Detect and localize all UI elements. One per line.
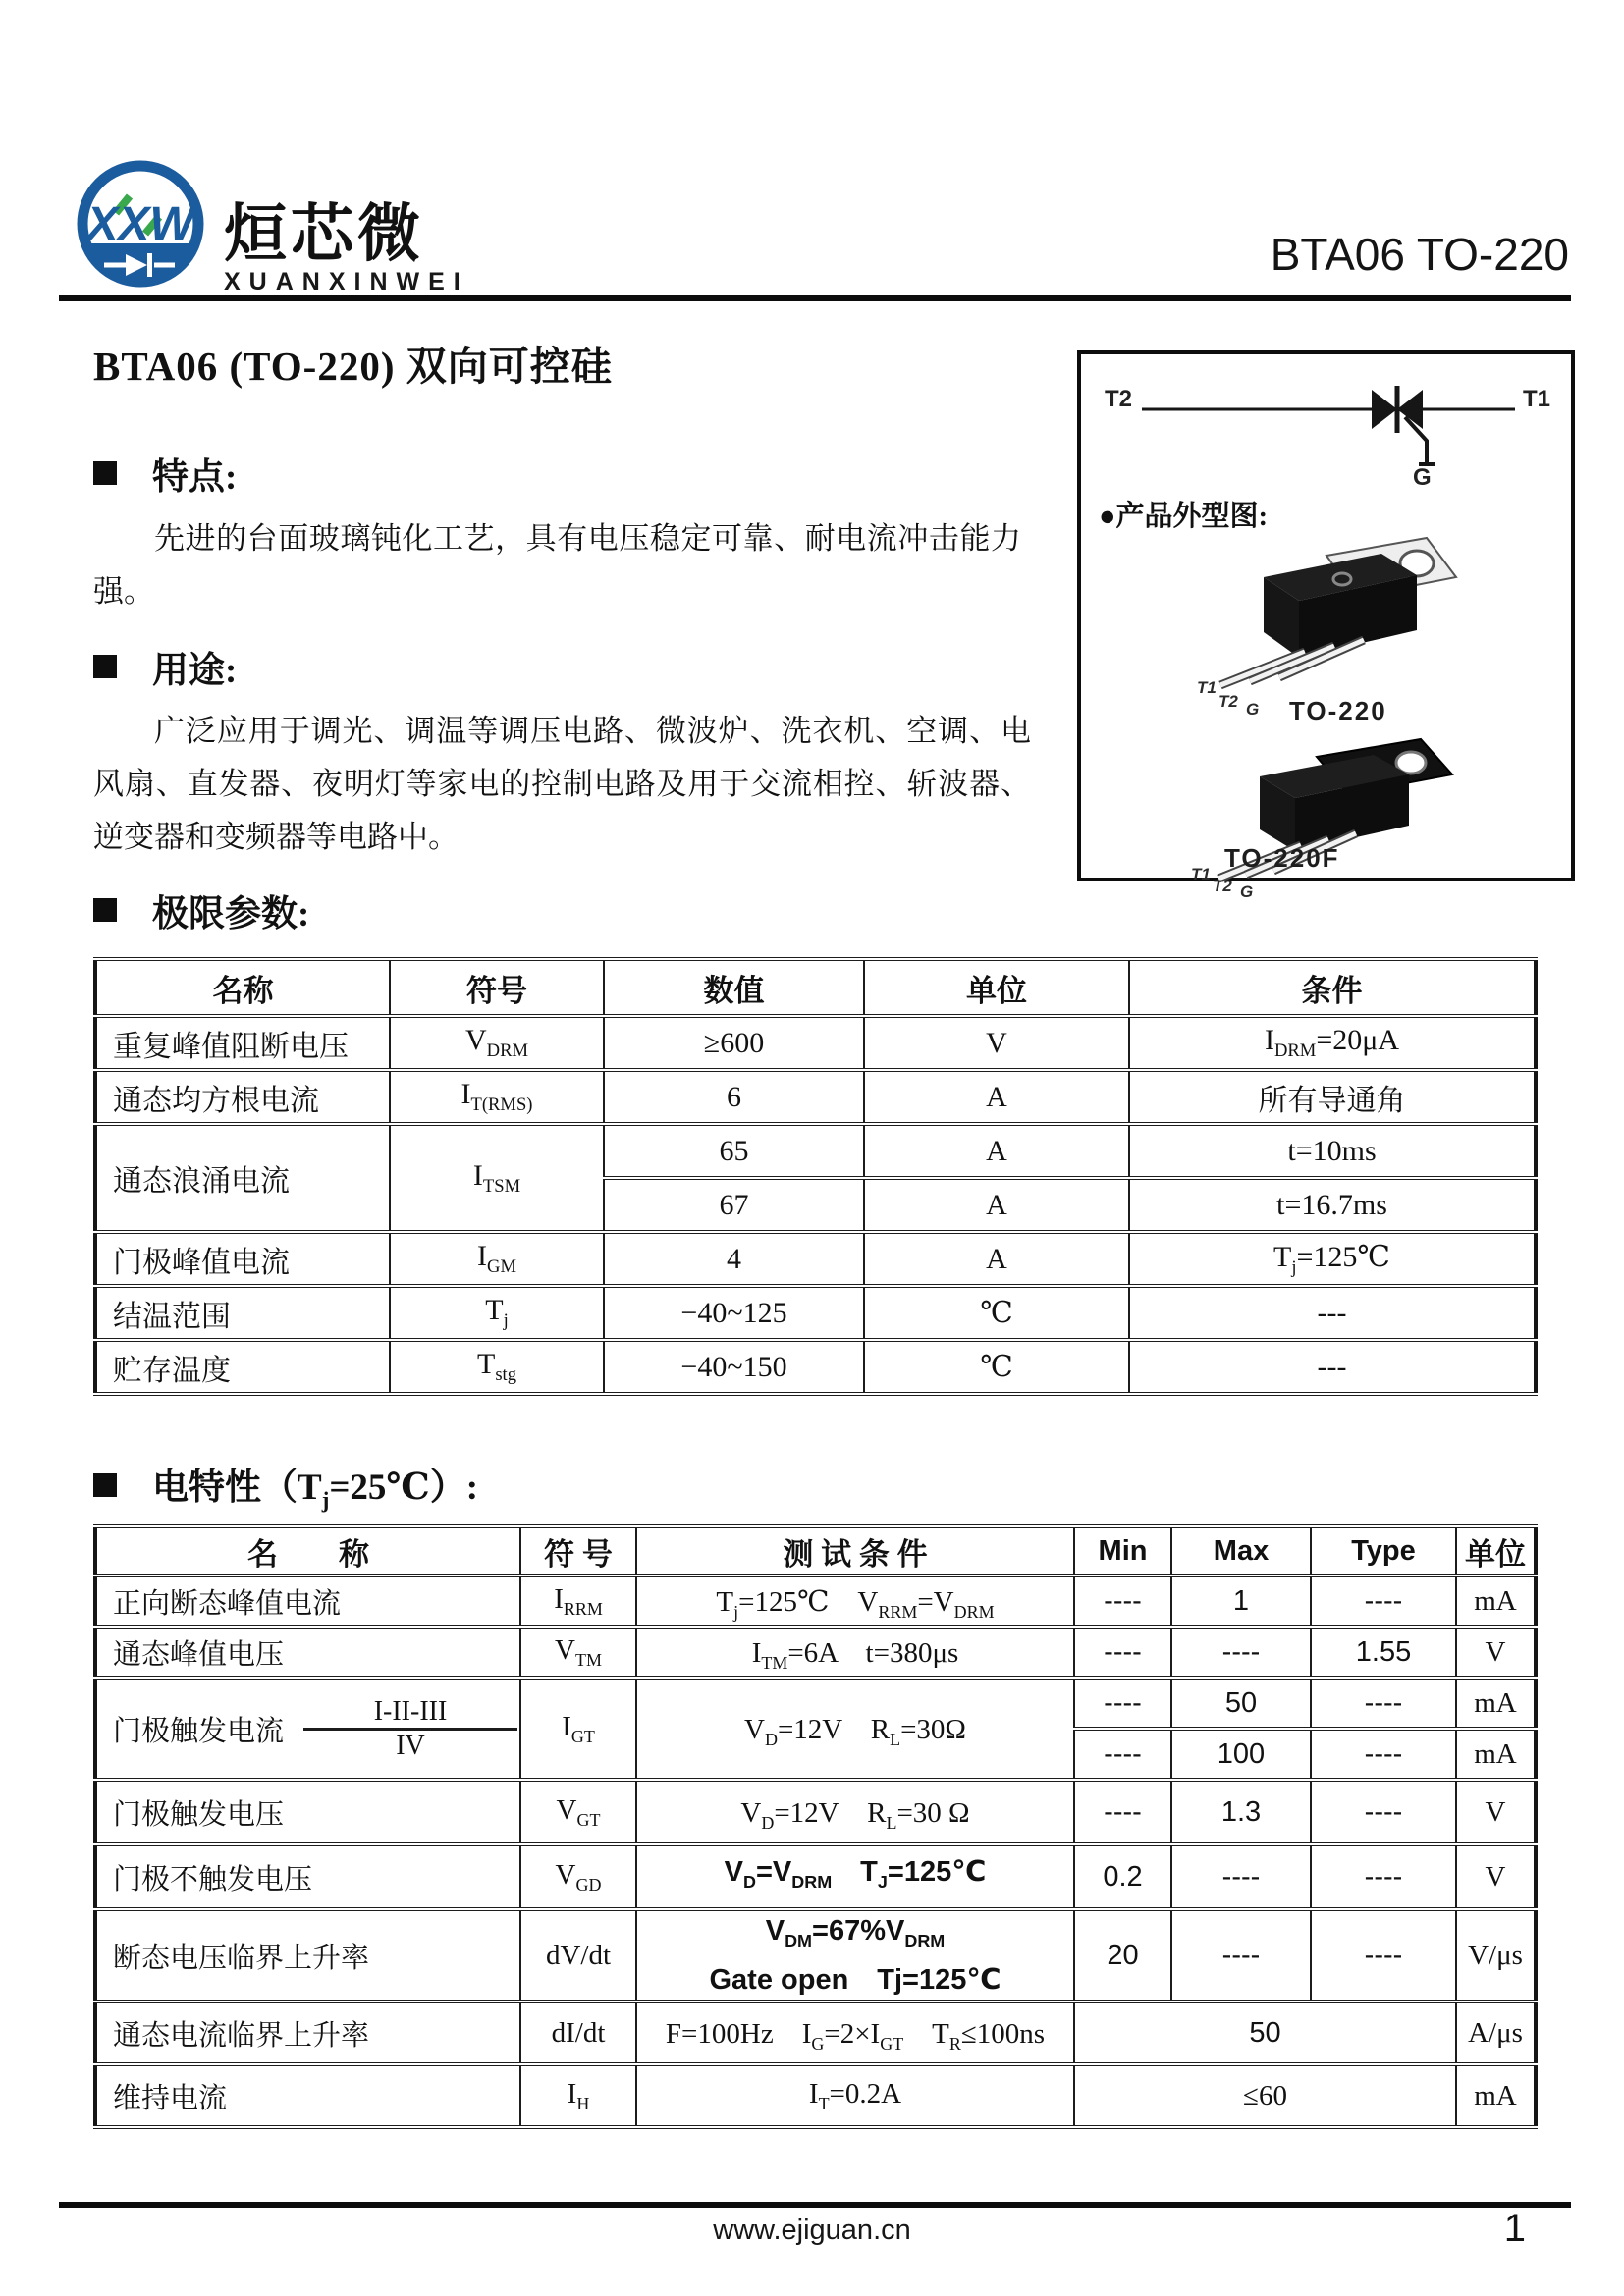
param-name-cell: 门极不触发电压 — [95, 1844, 520, 1909]
condition-cell — [636, 1909, 1074, 2002]
limit-parameters-heading — [93, 883, 309, 936]
param-name-cell — [95, 1678, 520, 1780]
brand-name-chinese: 烜芯微 — [224, 199, 424, 269]
condition-line2: Gate open Tj=125℃ — [709, 1963, 1001, 1996]
column-header: 单位 — [1456, 1526, 1536, 1575]
symbol-cell: $V_{GD}$ — [520, 1844, 636, 1909]
square-bullet-icon — [93, 461, 117, 485]
param-name-cell: 门极峰值电流 — [95, 1232, 390, 1286]
square-bullet-icon — [93, 898, 117, 922]
symbol-cell: $T_j$ — [390, 1286, 604, 1340]
company-logo — [71, 157, 469, 296]
unit-cell: A — [864, 1070, 1129, 1124]
max-cell: 1.3 — [1171, 1780, 1311, 1844]
condition-cell: 所有导通角 — [1129, 1070, 1536, 1124]
value-cell: 4 — [604, 1232, 864, 1286]
min-cell: ---- — [1074, 1627, 1171, 1678]
symbol-cell: $V_{TM}$ — [520, 1627, 636, 1678]
footer-divider — [59, 2202, 1571, 2208]
square-bullet-icon — [93, 655, 117, 678]
column-header: 测 试 条 件 — [636, 1526, 1074, 1575]
unit-cell: mA — [1456, 1729, 1536, 1780]
value-cell: ≥600 — [604, 1016, 864, 1070]
min-cell: 20 — [1074, 1909, 1171, 2002]
param-name-cell: 通态均方根电流 — [95, 1070, 390, 1124]
merged-value-cell: 50 — [1074, 2002, 1456, 2064]
limit-parameters-table — [93, 957, 1538, 1396]
product-outline-label: ●产品外型图: — [1099, 501, 1269, 532]
param-name-cell: 通态浪涌电流 — [95, 1124, 390, 1232]
type-cell: ---- — [1311, 1780, 1456, 1844]
type-cell: ---- — [1311, 1575, 1456, 1627]
unit-cell: ℃ — [864, 1340, 1129, 1394]
param-name-cell: 正向断态峰值电流 — [95, 1575, 520, 1627]
electrical-characteristics-heading — [93, 1457, 478, 1513]
pkg2-pin2-label: T2 — [1213, 877, 1232, 895]
table-row — [95, 1340, 1536, 1394]
unit-cell: A — [864, 1124, 1129, 1178]
value-cell: −40~125 — [604, 1286, 864, 1340]
type-cell: ---- — [1311, 1844, 1456, 1909]
table-row — [95, 2002, 1536, 2064]
symbol-cell: $I_{RRM}$ — [520, 1575, 636, 1627]
pkg1-pin3-label: G — [1246, 700, 1260, 719]
condition-cell: $T_j=125℃$ — [1129, 1232, 1536, 1286]
footer-website: www.ejiguan.cn — [713, 2215, 911, 2246]
column-header: 名 称 — [95, 1526, 520, 1575]
unit-cell: V — [1456, 1844, 1536, 1909]
table-row — [95, 1575, 1536, 1627]
pkg2-caption: TO-220F — [1224, 843, 1340, 873]
unit-cell: V — [864, 1016, 1129, 1070]
unit-cell: A — [864, 1232, 1129, 1286]
unit-cell: mA — [1456, 2064, 1536, 2127]
value-cell: 6 — [604, 1070, 864, 1124]
to220-package-image — [1169, 536, 1484, 698]
symbol-cell: dI/dt — [520, 2002, 636, 2064]
param-name-cell: 贮存温度 — [95, 1340, 390, 1394]
param-name-cell: 断态电压临界上升率 — [95, 1909, 520, 2002]
column-header: 单位 — [864, 959, 1129, 1016]
max-cell: 1 — [1171, 1575, 1311, 1627]
table-row — [95, 1780, 1536, 1844]
pkg1-pin1-label: T1 — [1197, 678, 1217, 697]
min-cell: ---- — [1074, 1780, 1171, 1844]
applications-paragraph: 广泛应用于调光、调温等调压电路、微波炉、洗衣机、空调、电风扇、直发器、夜明灯等家电的控制电路及用于交流相控、斩波器、逆变器和变频器等电路中。 — [93, 714, 1031, 854]
pkg2-pin1-label: T1 — [1191, 865, 1211, 883]
column-header: Min — [1074, 1526, 1171, 1575]
column-header: Max — [1171, 1526, 1311, 1575]
condition-cell: --- — [1129, 1286, 1536, 1340]
header-divider — [59, 295, 1571, 301]
symbol-cell: dV/dt — [520, 1909, 636, 2002]
triac-symbol-diagram — [1081, 362, 1563, 490]
unit-cell: V — [1456, 1780, 1536, 1844]
min-cell: ---- — [1074, 1575, 1171, 1627]
condition-cell: --- — [1129, 1340, 1536, 1394]
package-outline-box — [1077, 350, 1575, 901]
quadrant-top-label: I-II-III — [303, 1696, 517, 1731]
type-cell: ---- — [1311, 1729, 1456, 1780]
page-title: BTA06 (TO-220) 双向可控硅 — [93, 344, 613, 389]
symbol-cell: $I_{GM}$ — [390, 1232, 604, 1286]
max-cell: ---- — [1171, 1844, 1311, 1909]
document-part-number: BTA06 TO-220 — [1270, 229, 1569, 280]
column-header: 条件 — [1129, 959, 1536, 1016]
unit-cell: ℃ — [864, 1286, 1129, 1340]
condition-cell: $V_D=12V$ $R_L=30$ Ω — [636, 1780, 1074, 1844]
symbol-cell: $I_{T(RMS)}$ — [390, 1070, 604, 1124]
param-name-cell: 门极触发电压 — [95, 1780, 520, 1844]
value-cell: 65 — [604, 1124, 864, 1178]
table-row — [95, 1909, 1536, 2002]
table-row — [95, 1627, 1536, 1678]
electrical-characteristics-heading-text: 电特性$(T_j=25℃)$: — [152, 1468, 479, 1513]
column-header: 符 号 — [520, 1526, 636, 1575]
condition-cell: $I_{DRM}=20\mu A$ — [1129, 1016, 1536, 1070]
unit-cell: V/μs — [1456, 1909, 1536, 2002]
unit-cell: A/μs — [1456, 2002, 1536, 2064]
value-cell: 67 — [604, 1178, 864, 1232]
merged-value-cell: ≤60 — [1074, 2064, 1456, 2127]
column-header: 名称 — [95, 959, 390, 1016]
logo-monogram: XXW — [86, 198, 194, 250]
column-header: 符号 — [390, 959, 604, 1016]
brand-name-english: XUANXINWEI — [224, 268, 469, 295]
condition-cell: $I_{TM}=6A$ t=380μs — [636, 1627, 1074, 1678]
param-name-cell: 通态电流临界上升率 — [95, 2002, 520, 2064]
table-row — [95, 1124, 1536, 1178]
condition-cell: $V_D=12V$ $R_L=30\Omega$ — [636, 1678, 1074, 1780]
features-heading-text: 特点: — [152, 457, 238, 498]
table-row — [95, 1844, 1536, 1909]
condition-cell: $I_T=0.2A$ — [636, 2064, 1074, 2127]
condition-cell: $T_j=125℃$ $V_{RRM}=V_{DRM}$ — [636, 1575, 1074, 1627]
condition-cell: F=100Hz $I_G=2\times I_{GT}$ $T_R\le 100ns$ — [636, 2002, 1074, 2064]
page-number: 1 — [1503, 2207, 1526, 2250]
condition-cell: t=16.7ms — [1129, 1178, 1536, 1232]
terminal-t1-label: T1 — [1523, 386, 1551, 412]
max-cell: ---- — [1171, 1627, 1311, 1678]
features-heading — [93, 447, 237, 500]
param-name-cell: 结温范围 — [95, 1286, 390, 1340]
min-cell: 0.2 — [1074, 1844, 1171, 1909]
param-name-cell: 维持电流 — [95, 2064, 520, 2127]
value-cell: −40~150 — [604, 1340, 864, 1394]
logo-mark-icon — [71, 157, 210, 296]
unit-cell: A — [864, 1178, 1129, 1232]
pkg1-caption: TO-220 — [1289, 696, 1387, 725]
condition-line1: $V_{DM}=67\%V_{DRM}$ — [765, 1915, 946, 1950]
terminal-t2-label: T2 — [1105, 386, 1133, 412]
condition-cell: $V_D=V_{DRM}$ $T_J=125℃$ — [636, 1844, 1074, 1909]
max-cell: 100 — [1171, 1729, 1311, 1780]
type-cell: 1.55 — [1311, 1627, 1456, 1678]
pkg1-pin2-label: T2 — [1218, 692, 1238, 711]
param-name-cell: 通态峰值电压 — [95, 1627, 520, 1678]
symbol-cell: $I_H$ — [520, 2064, 636, 2127]
electrical-characteristics-table — [93, 1524, 1538, 2129]
condition-cell: t=10ms — [1129, 1124, 1536, 1178]
min-cell: ---- — [1074, 1678, 1171, 1729]
quadrant-subcell — [303, 1696, 517, 1762]
table-row — [95, 2064, 1536, 2127]
table-row — [95, 1070, 1536, 1124]
table-row — [95, 1232, 1536, 1286]
column-header: 数值 — [604, 959, 864, 1016]
unit-cell: V — [1456, 1627, 1536, 1678]
param-name-cell: 重复峰值阻断电压 — [95, 1016, 390, 1070]
unit-cell: mA — [1456, 1678, 1536, 1729]
symbol-cell: $I_{GT}$ — [520, 1678, 636, 1780]
applications-heading-text: 用途: — [152, 651, 238, 691]
type-cell: ---- — [1311, 1909, 1456, 2002]
limit-parameters-heading-text: 极限参数: — [152, 894, 310, 934]
applications-heading — [93, 640, 237, 693]
symbol-cell: $V_{DRM}$ — [390, 1016, 604, 1070]
gate-terminal-label: G — [1413, 464, 1432, 491]
square-bullet-icon — [93, 1473, 117, 1497]
symbol-cell: $T_{stg}$ — [390, 1340, 604, 1394]
features-paragraph: 先进的台面玻璃钝化工艺，具有电压稳定可靠、耐电流冲击能力强。 — [93, 521, 1021, 609]
max-cell: ---- — [1171, 1909, 1311, 2002]
type-cell: ---- — [1311, 1678, 1456, 1729]
pkg2-pin3-label: G — [1240, 882, 1254, 901]
symbol-cell: $V_{GT}$ — [520, 1780, 636, 1844]
unit-cell: mA — [1456, 1575, 1536, 1627]
max-cell: 50 — [1171, 1678, 1311, 1729]
param-name-text: 门极触发电流 — [113, 1715, 285, 1747]
quadrant-bottom-label: IV — [396, 1730, 425, 1761]
column-header: Type — [1311, 1526, 1456, 1575]
table-row — [95, 1286, 1536, 1340]
table-row — [95, 1678, 1536, 1729]
min-cell: ---- — [1074, 1729, 1171, 1780]
table-row — [95, 1016, 1536, 1070]
symbol-cell: $I_{TSM}$ — [390, 1124, 604, 1232]
